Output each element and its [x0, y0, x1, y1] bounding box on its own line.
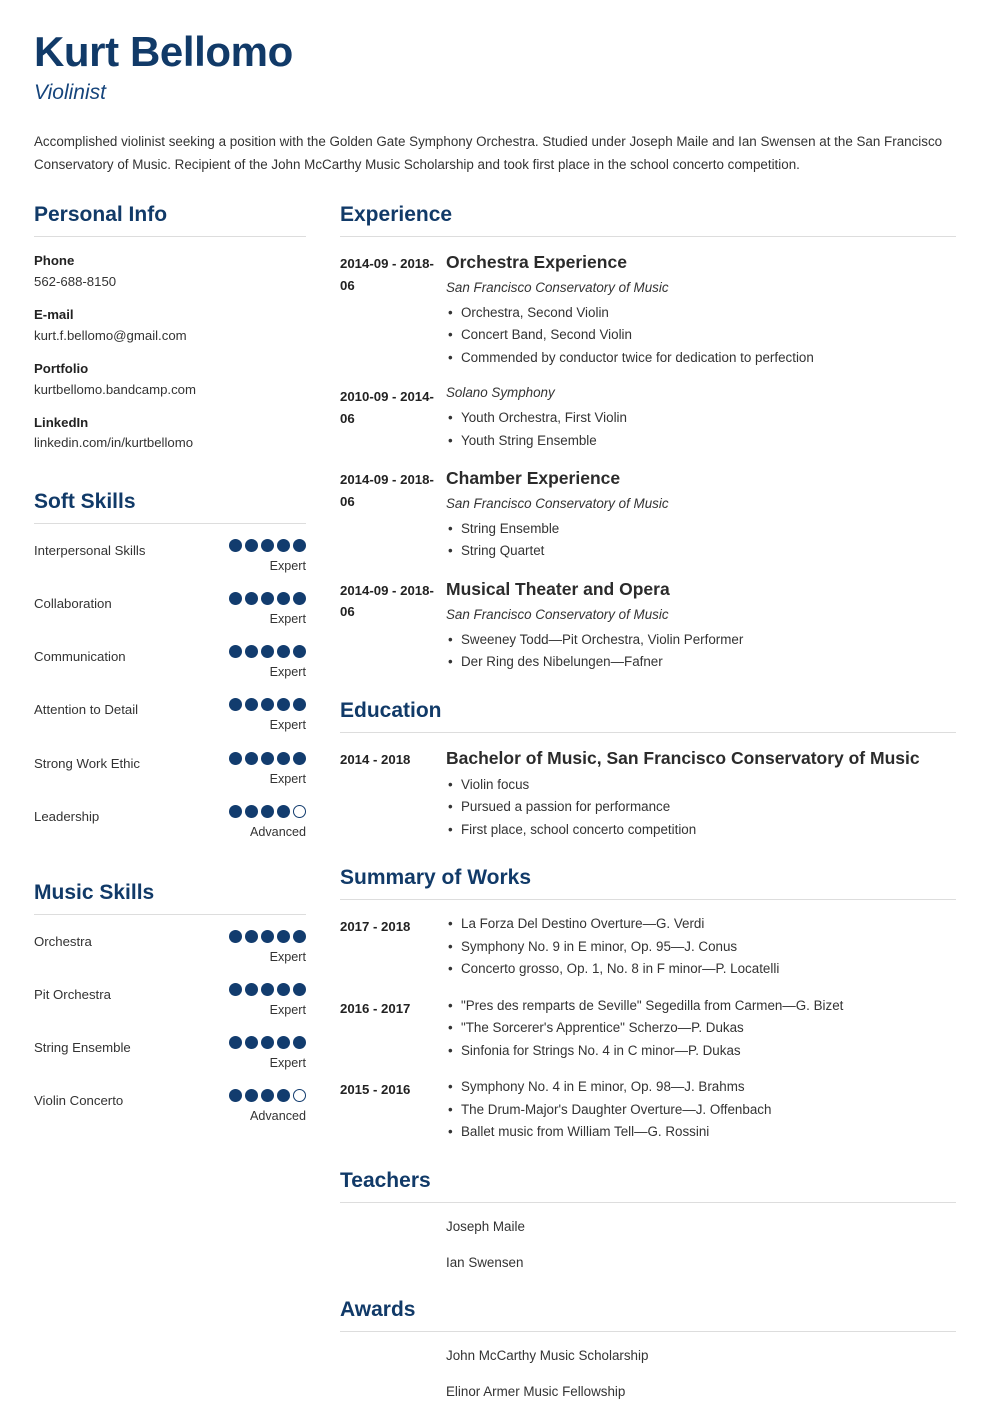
rating-dot-filled [261, 930, 274, 943]
skill-name: Pit Orchestra [34, 987, 111, 1003]
section-title-soft-skills: Soft Skills [34, 489, 306, 524]
rating-dot-filled [293, 983, 306, 996]
entry-row [340, 1076, 956, 1144]
skill-level: Advanced [249, 1109, 306, 1124]
skill-rating [220, 645, 306, 680]
entry-date: 2015 - 2016 [340, 1082, 411, 1098]
entry-bullet: • Concerto grosso, Op. 1, No. 8 in F minor—P. Locatelli [446, 958, 956, 981]
skill-rating [220, 698, 306, 733]
skill-name: Orchestra [34, 933, 92, 949]
entry-body [446, 383, 956, 452]
entry-bullet: • "Pres des remparts de Seville" Segedilla from Carmen—G. Bizet [446, 995, 956, 1018]
entry-date: 2010-09 - 2014-06 [340, 389, 434, 426]
entry-bullet: • Symphony No. 4 in E minor, Op. 98—J. Brahms [446, 1076, 956, 1099]
entry-row [340, 383, 956, 452]
rating-dot-filled [245, 698, 258, 711]
entry-row [340, 746, 956, 841]
skill-rating [220, 592, 306, 627]
entry-role: Musical Theater and Opera [446, 578, 670, 599]
professional-summary: Accomplished violinist seeking a position with the Golden Gate Symphony Orchestra. Studied under Joseph Maile and Ian Swensen at the San Francisco Conservatory of Music. Recipient of the John McCarthy Music Scholarship and took first place in the school concerto competition. [34, 134, 943, 173]
rating-dot-empty [293, 1089, 306, 1102]
teacher-item: Ian Swensen [446, 1254, 524, 1270]
entry-bullet: • Violin focus [446, 774, 956, 797]
entry-body [446, 577, 956, 674]
entry-bullet: • Sinfonia for Strings No. 4 in C minor—P. Dukas [446, 1040, 956, 1063]
personal-info-value: kurt.f.bellomo@gmail.com [34, 327, 187, 343]
skill-name: Violin Concerto [34, 1093, 124, 1109]
rating-dot-filled [245, 539, 258, 552]
entry-bullet: • Youth String Ensemble [446, 430, 956, 453]
soft-skill-row [34, 645, 306, 680]
entry-row [340, 250, 956, 369]
personal-info-item [34, 251, 306, 292]
entry-date: 2017 - 2018 [340, 919, 411, 935]
soft-skills-list [34, 539, 306, 840]
skill-rating [220, 930, 306, 965]
section-title-awards: Awards [340, 1297, 956, 1332]
skill-dots [220, 983, 306, 996]
entry-bullet-list [446, 995, 956, 1063]
entry-bullet: • Der Ring des Nibelungen—Fafner [446, 651, 956, 674]
skill-name: Communication [34, 649, 126, 665]
entry-body [446, 1076, 956, 1144]
skill-rating [220, 805, 306, 840]
rating-dot-filled [277, 645, 290, 658]
entry-body [446, 466, 956, 563]
skill-level: Expert [269, 949, 306, 964]
skill-level: Advanced [249, 824, 306, 839]
rating-dot-filled [229, 539, 242, 552]
rating-dot-filled [245, 1089, 258, 1102]
entry-bullet: • String Quartet [446, 540, 956, 563]
rating-dot-filled [261, 752, 274, 765]
skill-dots [220, 805, 306, 818]
section-title-teachers: Teachers [340, 1168, 956, 1203]
rating-dot-filled [229, 698, 242, 711]
section-title-personal-info: Personal Info [34, 202, 306, 237]
section-summary-of-works [340, 865, 956, 1144]
skill-dots [220, 698, 306, 711]
entry-date: 2014-09 - 2018-06 [340, 472, 434, 509]
skill-name: Strong Work Ethic [34, 755, 141, 771]
entry-date: 2014-09 - 2018-06 [340, 256, 434, 293]
skill-rating [220, 1036, 306, 1071]
rating-dot-filled [261, 983, 274, 996]
spacer [340, 855, 956, 865]
spacer [340, 1287, 956, 1297]
entry-bullet: • Youth Orchestra, First Violin [446, 407, 956, 430]
rating-dot-filled [245, 805, 258, 818]
entry-body [446, 913, 956, 981]
entry-date: 2014 - 2018 [340, 751, 411, 767]
entry-organization: Solano Symphony [446, 385, 555, 401]
section-education [340, 698, 956, 842]
rating-dot-filled [277, 539, 290, 552]
candidate-job-title: Violinist [34, 81, 106, 105]
rating-dot-filled [261, 698, 274, 711]
skill-name: Interpersonal Skills [34, 543, 146, 559]
entry-bullet: • Commended by conductor twice for dedication to perfection [446, 347, 956, 370]
resume-header [34, 28, 956, 176]
spacer [34, 858, 306, 880]
entry-organization: San Francisco Conservatory of Music [446, 280, 669, 296]
skill-name: Attention to Detail [34, 702, 139, 718]
rating-dot-filled [293, 645, 306, 658]
rating-dot-filled [229, 1089, 242, 1102]
rating-dot-filled [229, 983, 242, 996]
entry-bullet: • Symphony No. 9 in E minor, Op. 95—J. Conus [446, 936, 956, 959]
personal-info-list [34, 251, 306, 454]
rating-dot-filled [277, 1089, 290, 1102]
skill-name: String Ensemble [34, 1040, 131, 1056]
resume-columns [34, 202, 956, 1416]
rating-dot-filled [293, 698, 306, 711]
entry-row [340, 577, 956, 674]
rating-dot-filled [261, 1036, 274, 1049]
entry-bullet-list [446, 518, 956, 563]
rating-dot-filled [229, 805, 242, 818]
entry-bullet-list [446, 913, 956, 981]
rating-dot-filled [261, 645, 274, 658]
skill-level: Expert [269, 1056, 306, 1071]
education-entries [340, 746, 956, 841]
rating-dot-filled [277, 1036, 290, 1049]
rating-dot-filled [277, 930, 290, 943]
rating-dot-filled [261, 805, 274, 818]
entry-bullet: • String Ensemble [446, 518, 956, 541]
personal-info-label: Portfolio [34, 361, 89, 377]
personal-info-item [34, 359, 306, 400]
music-skills-list [34, 930, 306, 1124]
teachers-list [340, 1216, 956, 1273]
rating-dot-filled [261, 539, 274, 552]
rating-dot-filled [261, 592, 274, 605]
rating-dot-filled [277, 592, 290, 605]
personal-info-value: linkedin.com/in/kurtbellomo [34, 435, 194, 451]
rating-dot-filled [229, 592, 242, 605]
award-item: John McCarthy Music Scholarship [446, 1348, 649, 1364]
rating-dot-filled [229, 930, 242, 943]
section-soft-skills [34, 489, 306, 840]
entry-row [340, 466, 956, 563]
experience-entries [340, 250, 956, 673]
entry-role: Bachelor of Music, San Francisco Conservatory of Music [446, 747, 920, 768]
section-teachers [340, 1168, 956, 1273]
skill-dots [220, 645, 306, 658]
skill-level: Expert [269, 718, 306, 733]
entry-body [446, 250, 956, 369]
right-column [306, 202, 956, 1416]
entry-bullet-list [446, 1076, 956, 1144]
entry-bullet: • La Forza Del Destino Overture—G. Verdi [446, 913, 956, 936]
teacher-item: Joseph Maile [446, 1219, 525, 1235]
summary-of-works-entries [340, 913, 956, 1144]
personal-info-item [34, 305, 306, 346]
entry-bullet: • The Drum-Major's Daughter Overture—J. Offenbach [446, 1099, 956, 1122]
soft-skill-row [34, 539, 306, 574]
personal-info-label: Phone [34, 253, 75, 269]
entry-bullet: • Sweeney Todd—Pit Orchestra, Violin Performer [446, 629, 956, 652]
spacer [340, 688, 956, 698]
skill-level: Expert [269, 559, 306, 574]
rating-dot-filled [229, 752, 242, 765]
entry-date: 2016 - 2017 [340, 1000, 411, 1016]
personal-info-item [34, 413, 306, 454]
left-column [34, 202, 306, 1142]
soft-skill-row [34, 698, 306, 733]
entry-bullet: • Concert Band, Second Violin [446, 324, 956, 347]
rating-dot-filled [277, 983, 290, 996]
rating-dot-filled [229, 1036, 242, 1049]
personal-info-value: 562-688-8150 [34, 273, 117, 289]
entry-bullet: • Ballet music from William Tell—G. Rossini [446, 1121, 956, 1144]
entry-bullet-list [446, 774, 956, 842]
entry-organization: San Francisco Conservatory of Music [446, 606, 669, 622]
skill-name: Collaboration [34, 596, 112, 612]
rating-dot-filled [293, 752, 306, 765]
candidate-name: Kurt Bellomo [34, 28, 293, 75]
skill-level: Expert [269, 612, 306, 627]
awards-list [340, 1345, 956, 1402]
rating-dot-filled [261, 1089, 274, 1102]
rating-dot-empty [293, 805, 306, 818]
entry-bullet: • Pursued a passion for performance [446, 796, 956, 819]
soft-skill-row [34, 752, 306, 787]
skill-dots [220, 752, 306, 765]
rating-dot-filled [293, 930, 306, 943]
entry-bullet: • Orchestra, Second Violin [446, 302, 956, 325]
rating-dot-filled [229, 645, 242, 658]
rating-dot-filled [293, 592, 306, 605]
skill-name: Leadership [34, 808, 100, 824]
rating-dot-filled [293, 1036, 306, 1049]
skill-rating [220, 752, 306, 787]
entry-bullet: • "The Sorcerer's Apprentice" Scherzo—P. Dukas [446, 1017, 956, 1040]
section-title-music-skills: Music Skills [34, 880, 306, 915]
rating-dot-filled [245, 592, 258, 605]
entry-bullet-list [446, 407, 956, 452]
rating-dot-filled [245, 983, 258, 996]
rating-dot-filled [293, 539, 306, 552]
soft-skill-row [34, 805, 306, 840]
entry-role: Chamber Experience [446, 468, 621, 489]
rating-dot-filled [245, 752, 258, 765]
rating-dot-filled [277, 752, 290, 765]
personal-info-label: LinkedIn [34, 415, 89, 431]
section-personal-info [34, 202, 306, 454]
entry-row [340, 913, 956, 981]
entry-bullet-list [446, 629, 956, 674]
section-title-education: Education [340, 698, 956, 733]
entry-organization: San Francisco Conservatory of Music [446, 496, 669, 512]
personal-info-label: E-mail [34, 307, 74, 323]
skill-level: Expert [269, 1003, 306, 1018]
rating-dot-filled [245, 930, 258, 943]
entry-body [446, 746, 956, 841]
skill-dots [220, 930, 306, 943]
entry-bullet: • First place, school concerto competition [446, 819, 956, 842]
soft-skill-row [34, 592, 306, 627]
section-title-experience: Experience [340, 202, 956, 237]
skill-dots [220, 539, 306, 552]
skill-rating [220, 1089, 306, 1124]
skill-rating [220, 539, 306, 574]
rating-dot-filled [277, 805, 290, 818]
entry-row [340, 995, 956, 1063]
section-experience [340, 202, 956, 673]
rating-dot-filled [245, 1036, 258, 1049]
entry-body [446, 995, 956, 1063]
spacer [34, 467, 306, 489]
rating-dot-filled [245, 645, 258, 658]
section-music-skills [34, 880, 306, 1125]
entry-role: Orchestra Experience [446, 252, 627, 273]
personal-info-value: kurtbellomo.bandcamp.com [34, 381, 196, 397]
section-title-summary-of-works: Summary of Works [340, 865, 956, 900]
music-skill-row [34, 930, 306, 965]
skill-dots [220, 592, 306, 605]
skill-level: Expert [269, 771, 306, 786]
skill-rating [220, 983, 306, 1018]
entry-bullet-list [446, 302, 956, 370]
skill-dots [220, 1089, 306, 1102]
skill-dots [220, 1036, 306, 1049]
music-skill-row [34, 1036, 306, 1071]
skill-level: Expert [269, 665, 306, 680]
music-skill-row [34, 983, 306, 1018]
section-awards [340, 1297, 956, 1402]
music-skill-row [34, 1089, 306, 1124]
rating-dot-filled [277, 698, 290, 711]
spacer [340, 1158, 956, 1168]
award-item: Elinor Armer Music Fellowship [446, 1383, 626, 1399]
entry-date: 2014-09 - 2018-06 [340, 582, 434, 620]
